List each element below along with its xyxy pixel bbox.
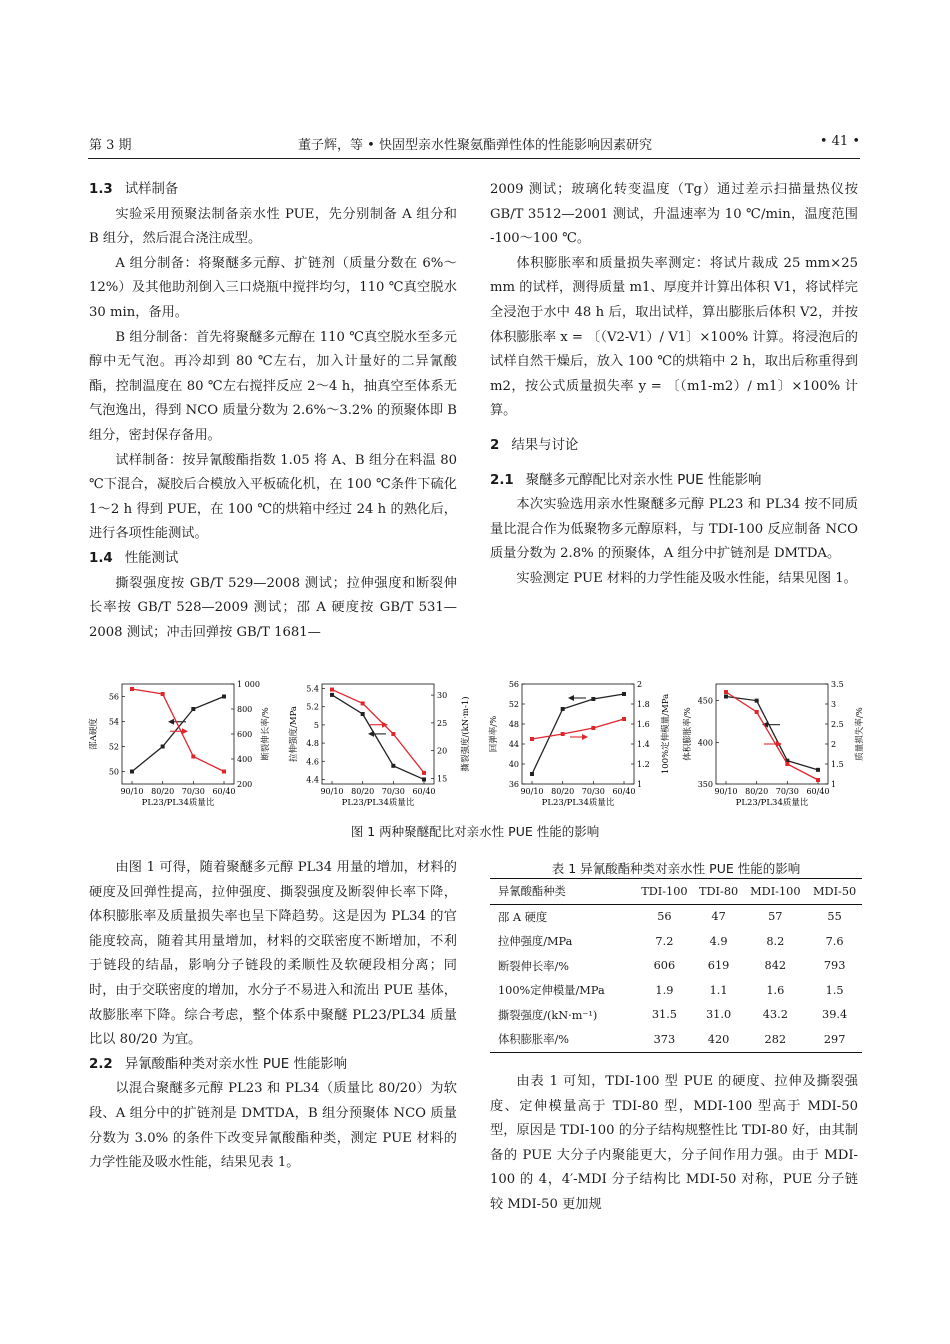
data-point <box>816 768 820 772</box>
data-point <box>530 737 534 741</box>
x-tick-label: 70/30 <box>381 787 405 796</box>
chart-swelling-massloss <box>672 672 872 814</box>
y-tick-label: 36 <box>508 780 519 789</box>
data-point <box>191 755 195 759</box>
chart-tensile-tear <box>278 672 478 814</box>
table-cell: 8.2 <box>766 934 785 948</box>
table-row-label: 断裂伸长率/% <box>498 959 570 973</box>
header-issue: 第 3 期 <box>89 138 132 153</box>
y-tick-label: 4.6 <box>306 757 319 767</box>
x-tick-label: 60/40 <box>412 787 436 796</box>
table-cell: 39.4 <box>822 1008 848 1022</box>
right-column-lower <box>490 1070 858 1218</box>
table-caption: 表 1 异氰酸酯种类对亲水性 PUE 性能的影响 <box>551 861 801 876</box>
data-point <box>591 697 595 701</box>
y2-tick-label: 20 <box>437 746 448 756</box>
y2-tick-label: 1.2 <box>637 760 650 769</box>
series-line <box>332 690 424 773</box>
axis-arrowhead-left <box>168 719 174 725</box>
y2-tick-label: 800 <box>237 705 253 714</box>
paragraph: 以混合聚醚多元醇 PL23 和 PL34（质量比 80/20）为软段、A 组分中的扩链剂是 DMTDA，B 组分预聚体 NCO 质量分数为 3.0% 的条件下改变异氰酸酯种类，测定 PUE 材料的力学性能及吸水性能，结果见表 1。 <box>89 1081 457 1171</box>
y-axis-label: 体积膨胀率/% <box>683 707 693 761</box>
x-tick-label: 90/10 <box>120 787 144 796</box>
data-point <box>755 710 759 714</box>
y2-tick-label: 400 <box>237 755 253 764</box>
table-cell: 619 <box>707 959 730 973</box>
y-tick-label: 5.2 <box>306 702 319 712</box>
y2-tick-label: 15 <box>437 774 448 784</box>
table-header-cell: MDI-50 <box>807 879 862 905</box>
data-point <box>391 764 395 768</box>
y2-tick-label: 1.4 <box>637 740 650 749</box>
data-point <box>330 688 334 692</box>
table-cell: 606 <box>653 959 676 973</box>
data-point <box>222 695 226 699</box>
data-point <box>591 726 595 730</box>
x-tick-label: 80/20 <box>351 787 375 796</box>
y2-tick-label: 1.6 <box>637 720 650 729</box>
x-axis-label: PL23/PL34质量比 <box>541 798 615 808</box>
y-tick-label: 52 <box>508 700 519 709</box>
data-point <box>130 770 134 774</box>
axis-arrowhead-right <box>582 734 588 740</box>
y-tick-label: 54 <box>108 717 119 727</box>
y-axis-label: 邵A硬度 <box>89 718 99 750</box>
x-tick-label: 90/10 <box>320 787 344 796</box>
table-cell: 31.5 <box>651 1008 677 1022</box>
y-tick-label: 44 <box>508 740 519 749</box>
x-axis-label: PL23/PL34质量比 <box>141 798 215 808</box>
paragraph: B 组分制备：首先将聚醚多元醇在 110 ℃真空脱水至多元醇中无气泡。再冷却到 80 ℃左右，加入计量好的二异氰酸酯，控制温度在 80 ℃左右搅拌反应 2～4 h，抽真空至体系无气泡逸出，得到 NCO 质量分数为 2.6%～3.2% 的预聚体即 B 组分，密封保存备用。 <box>89 329 457 443</box>
axis-arrowhead-right <box>382 722 388 728</box>
x-tick-label: 60/40 <box>612 787 636 796</box>
table-cell: 31.0 <box>706 1008 732 1022</box>
table-cell: 1.1 <box>709 983 728 997</box>
x-axis-label: PL23/PL34质量比 <box>735 798 809 808</box>
header-page-number: • 41 • <box>819 134 860 149</box>
paragraph: 体积膨胀率和质量损失率测定：将试片裁成 25 mm×25 mm 的试样，测得质量 m1、厚度并计算出体积 V1，将试样完全浸泡于水中 48 h 后，取出试样，算出膨胀后体积 V2，并按体积膨胀率 x = 〔（V2-V1）/ V1〕×100% 计算。将浸泡后的试样自然干燥后，放入 100 ℃的烘箱中 2 h，取出后称重得到 m2，按公式质量损失率 y = 〔（m1-m2）/ m1〕×100% 计算。 <box>490 255 858 419</box>
series-line <box>132 697 224 772</box>
y2-tick-label: 1 <box>637 780 643 789</box>
section-2-2-heading: 2.2 异氰酸酯种类对亲水性 PUE 性能影响 <box>89 1056 348 1072</box>
table-cell: 1.9 <box>655 983 674 997</box>
y-tick-label: 5 <box>313 720 319 730</box>
table-cell: 793 <box>823 959 846 973</box>
table-header-row <box>490 879 862 905</box>
table-cell: 282 <box>743 1027 807 1052</box>
data-point <box>622 717 626 721</box>
x-tick-label: 80/20 <box>745 787 769 796</box>
paragraph: 由图 1 可得，随着聚醚多元醇 PL34 用量的增加，材料的硬度及回弹性提高，拉伸强度、撕裂强度及断裂伸长率下降，体积膨胀率及质量损失率也呈下降趋势。这是因为 PL34 的官能度较高，随着其用量增加，材料的交联密度不断增加，不利于链段的结晶，影响分子链段的柔顺性及软硬段相分离；同时，由于交联密度的增加，水分子不易进入和流出 PUE 基体，故膨胀率下降。综合考虑，整个体系中聚醚 PL23/PL34 质量比以 80/20 为宜。 <box>89 860 457 1048</box>
data-point <box>561 732 565 736</box>
y-tick-label: 40 <box>508 760 519 769</box>
y2-axis-label: 撕裂强度/(kN·m-1) <box>461 696 471 772</box>
table-header-cell: TDI-100 <box>635 879 694 905</box>
series-line <box>726 697 818 770</box>
chart-hardness-elongation <box>78 672 278 814</box>
table-cell: 1.5 <box>825 983 844 997</box>
series-line <box>532 719 624 739</box>
table-isocyanate-properties <box>490 878 862 1053</box>
y2-tick-label: 30 <box>437 691 448 701</box>
y2-tick-label: 3 <box>831 700 837 709</box>
y-tick-label: 52 <box>108 742 119 752</box>
table-row <box>490 1003 862 1028</box>
y2-tick-label: 2.5 <box>831 720 844 729</box>
axis-arrowhead-left <box>568 695 574 701</box>
series-line <box>132 689 224 772</box>
y2-tick-label: 1.5 <box>831 760 844 769</box>
table-cell: 842 <box>764 959 787 973</box>
y2-tick-label: 3.5 <box>831 680 844 689</box>
table-row-label: 100%定伸模量/MPa <box>498 984 605 998</box>
table-cell: 373 <box>635 1027 694 1052</box>
section-1-3-heading: 1.3 试样制备 <box>89 182 179 197</box>
data-point <box>561 707 565 711</box>
x-axis-label: PL23/PL34质量比 <box>341 798 415 808</box>
section-2-1-heading: 2.1 聚醚多元醇配比对亲水性 PUE 性能影响 <box>490 472 762 488</box>
table-cell: 297 <box>807 1027 862 1052</box>
data-point <box>755 699 759 703</box>
y-tick-label: 350 <box>697 780 713 789</box>
x-tick-label: 60/40 <box>806 787 830 796</box>
x-tick-label: 90/10 <box>520 787 544 796</box>
table-cell: 56 <box>657 910 672 924</box>
table-cell: 420 <box>694 1027 744 1052</box>
table-cell: 43.2 <box>762 1008 788 1022</box>
x-tick-label: 80/20 <box>551 787 575 796</box>
y2-tick-label: 1 <box>831 780 837 789</box>
data-point <box>622 692 626 696</box>
y2-axis-label: 断裂伸长率/% <box>261 707 271 761</box>
table-row-label: 撕裂强度/(kN·m⁻¹) <box>498 1008 598 1022</box>
y2-tick-label: 200 <box>237 780 253 789</box>
y2-tick-label: 1 000 <box>237 680 260 689</box>
paragraph: 本次实验选用亲水性聚醚多元醇 PL23 和 PL34 按不同质量比混合作为低聚物多元醇原料，与 TDI-100 反应制备 NCO 质量分数为 2.8% 的预聚体，A 组分中扩链剂是 DMTDA。 <box>490 497 858 562</box>
y2-tick-label: 2 <box>637 680 643 689</box>
table-cell: 7.6 <box>825 934 844 948</box>
data-point <box>161 745 165 749</box>
data-point <box>361 712 365 716</box>
table-row-label: 体积膨胀率/% <box>490 1027 635 1052</box>
y-axis-label: 拉伸强度/MPa <box>289 706 299 762</box>
data-point <box>391 732 395 736</box>
paragraph: 撕裂强度按 GB/T 529—2008 测试；拉伸强度和断裂伸长率按 GB/T 528—2009 测试；邵 A 硬度按 GB/T 531—2008 测试；冲击回弹按 GB/T 1681— <box>89 575 457 640</box>
y-axis-label: 回弹率/% <box>489 715 499 753</box>
y-tick-label: 5.4 <box>306 684 319 694</box>
data-point <box>130 687 134 691</box>
axis-arrowhead-right <box>182 728 188 734</box>
data-point <box>191 707 195 711</box>
paragraph: 实验采用预聚法制备亲水性 PUE，先分别制备 A 组分和 B 组分，然后混合浇注成型。 <box>89 206 457 247</box>
paragraph: 2009 测试；玻璃化转变温度（Tg）通过差示扫描量热仪按 GB/T 3512—2001 测试，升温速率为 10 ℃/min，温度范围 -100～100 ℃。 <box>490 182 858 247</box>
header-title: 董子辉，等 • 快固型亲水性聚氨酯弹性体的性能影响因素研究 <box>298 138 652 153</box>
data-point <box>724 690 728 694</box>
table-row <box>490 929 862 954</box>
y-tick-label: 48 <box>508 720 519 729</box>
paragraph: 试样制备：按异氰酸酯指数 1.05 将 A、B 组分在料温 80 ℃下混合，凝胶后合模放入平板硫化机，在 100 ℃条件下硫化 1～2 h 得到 PUE，在 100 ℃的烘箱中经过 24 h 的熟化后，进行各项性能测试。 <box>89 452 457 542</box>
paragraph: 由表 1 可知，TDI-100 型 PUE 的硬度、拉伸及撕裂强度、定伸模量高于 TDI-80 型，MDI-100 型高于 MDI-50 型，原因是 TDI-100 的分子结构规整性比 TDI-80 好，由其制备的 PUE 大分子内聚能更大，分子间作用力强。由于 MDI-100 的 4，4′-MDI 分子结构比 MDI-50 对称，PUE 分子链较 MDI-50 更加规 <box>490 1074 858 1212</box>
table-row-label: 邵 A 硬度 <box>498 910 548 924</box>
y2-tick-label: 1.8 <box>637 700 650 709</box>
table-cell: 47 <box>711 910 726 924</box>
paragraph: A 组分制备：将聚醚多元醇、扩链剂（质量分数在 6%～12%）及其他助剂倒入三口烧瓶中搅拌均匀，110 ℃真空脱水 30 min，备用。 <box>89 255 457 320</box>
table-header-cell: 异氰酸酯种类 <box>490 879 635 905</box>
y2-axis-label: 质量损失率/% <box>855 707 865 761</box>
table-cell: 57 <box>768 910 783 924</box>
data-point <box>422 771 426 775</box>
data-point <box>161 692 165 696</box>
plot-frame <box>716 684 828 784</box>
table-header-cell: MDI-100 <box>743 879 807 905</box>
x-tick-label: 70/30 <box>775 787 799 796</box>
chart-rebound-modulus <box>478 672 678 814</box>
plot-frame <box>522 684 634 784</box>
y-tick-label: 450 <box>697 696 713 706</box>
y-tick-label: 50 <box>108 767 119 777</box>
data-point <box>222 770 226 774</box>
figure-caption: 图 1 两种聚醚配比对亲水性 PUE 性能的影响 <box>350 824 600 839</box>
data-point <box>422 777 426 781</box>
table-cell: 4.9 <box>709 934 728 948</box>
y-tick-label: 400 <box>697 738 713 748</box>
table-row <box>490 978 862 1003</box>
table-row <box>490 954 862 979</box>
data-point <box>816 778 820 782</box>
data-point <box>724 695 728 699</box>
x-tick-label: 90/10 <box>714 787 738 796</box>
table-header-cell: TDI-80 <box>694 879 744 905</box>
header-rule <box>88 158 860 159</box>
y2-tick-label: 600 <box>237 730 253 739</box>
x-tick-label: 70/30 <box>581 787 605 796</box>
table-row-label: 拉伸强度/MPa <box>498 935 573 949</box>
data-point <box>530 772 534 776</box>
series-line <box>726 692 818 780</box>
x-tick-label: 60/40 <box>212 787 236 796</box>
data-point <box>361 701 365 705</box>
data-point <box>330 693 334 697</box>
table-cell: 55 <box>827 910 842 924</box>
series-line <box>332 695 424 780</box>
section-1-4-heading: 1.4 性能测试 <box>89 550 179 566</box>
left-column-lower <box>89 856 457 1176</box>
table-row <box>490 1027 862 1052</box>
right-column-upper <box>490 178 858 592</box>
data-point <box>785 762 789 766</box>
left-column-upper <box>89 178 457 645</box>
y2-tick-label: 25 <box>437 718 448 728</box>
axis-arrowhead-left <box>368 731 374 737</box>
table-cell: 7.2 <box>655 934 674 948</box>
y-tick-label: 4.8 <box>306 739 319 749</box>
paragraph: 实验测定 PUE 材料的力学性能及吸水性能，结果见图 1。 <box>516 570 857 586</box>
y2-axis-label: 100%定伸模量/MPa <box>661 693 671 775</box>
y-tick-label: 56 <box>108 692 119 702</box>
x-tick-label: 70/30 <box>181 787 205 796</box>
y-tick-label: 4.4 <box>306 775 319 785</box>
series-line <box>532 694 624 774</box>
x-tick-label: 80/20 <box>151 787 175 796</box>
y2-tick-label: 2 <box>831 740 837 749</box>
axis-arrowhead-right <box>776 741 782 747</box>
section-2-heading: 2 结果与讨论 <box>490 437 579 453</box>
y-tick-label: 56 <box>508 680 519 689</box>
table-row <box>490 904 862 929</box>
table-cell: 1.6 <box>766 983 785 997</box>
